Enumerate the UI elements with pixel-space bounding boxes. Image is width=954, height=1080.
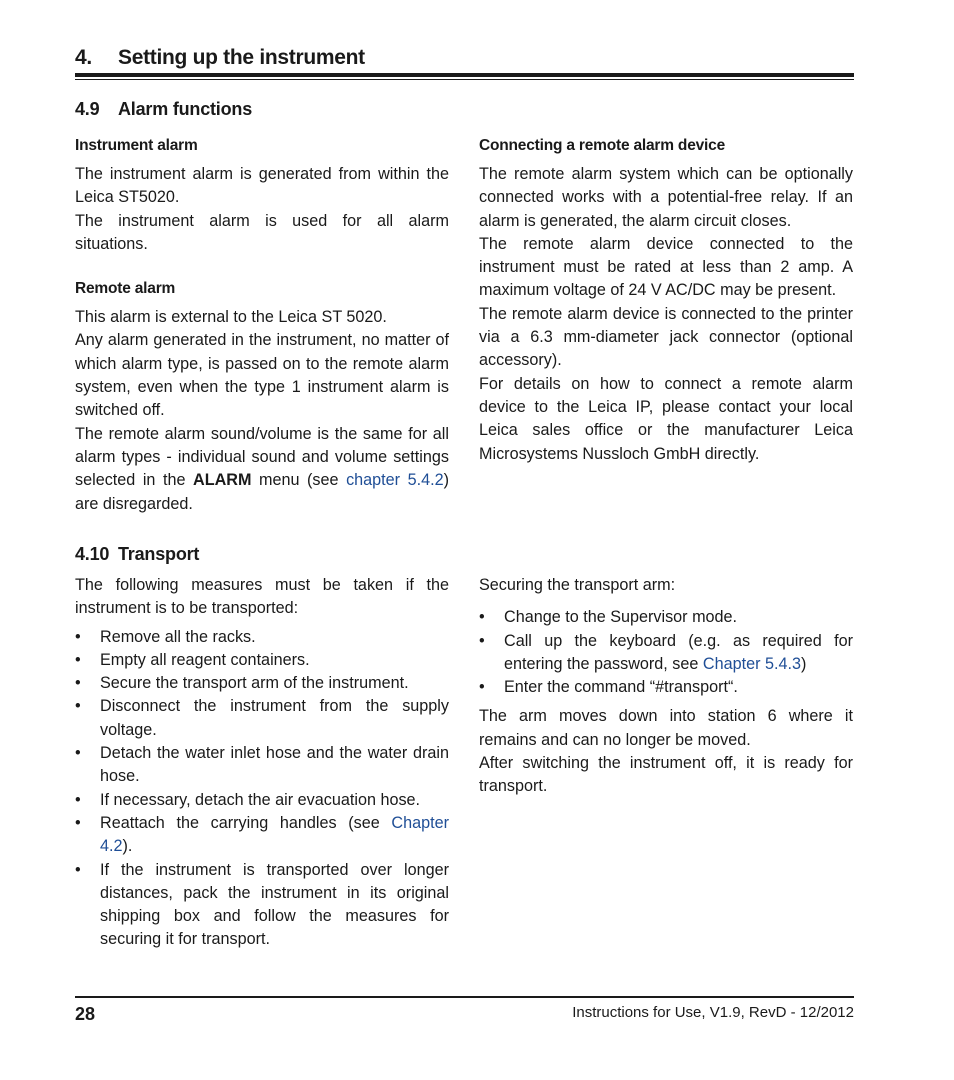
remote-alarm-p3-prefix: The remote alarm sound/volume is the same for all alarm types - individual sound and volume settings selected in the — [75, 424, 449, 490]
document-info: Instructions for Use, V1.9, RevD - 12/2012 — [572, 1004, 854, 1021]
list-item: • If necessary, detach the air evacuation hose. — [75, 789, 449, 812]
section-title-transport: Transport — [118, 544, 200, 564]
connecting-p4: For details on how to connect a remote alarm device to the Leica IP, please contact your local Leica sales office or the manufacturer Leica Microsystems Nussloch GmbH directly. — [479, 374, 853, 463]
list-item: • Disconnect the instrument from the supply voltage. — [75, 695, 449, 742]
chapter-5-4-3-link[interactable]: Chapter 5.4.3 — [702, 654, 801, 673]
remote-alarm-p3-suffix: ) are disregarded. — [75, 471, 450, 513]
instrument-alarm-heading: Instrument alarm — [75, 137, 198, 154]
alarm-right-column — [479, 135, 853, 466]
header-rule-thin — [75, 79, 854, 80]
section-heading-alarm — [75, 99, 252, 120]
transport-right-column — [479, 574, 853, 799]
chapter-4-2-link[interactable]: Chapter 4.2 — [100, 813, 449, 856]
list-item: • Secure the transport arm of the instrument. — [75, 672, 449, 695]
list-item: • Detach the water inlet hose and the water drain hose. — [75, 742, 449, 789]
page-number: 28 — [75, 1004, 96, 1024]
list-item: • Remove all the racks. — [75, 626, 449, 649]
handles-suffix: ). — [122, 837, 133, 856]
connecting-p2: The remote alarm device connected to the instrument must be rated at less than 2 amp. A maximum voltage of 24 V AC/DC may be present. — [479, 234, 853, 300]
remote-alarm-p1: This alarm is external to the Leica ST 5020. — [75, 308, 387, 327]
keyboard-suffix: ) — [800, 654, 807, 673]
securing-p1: The arm moves down into station 6 where it remains and can no longer be moved. — [479, 707, 853, 749]
chapter-number: 4. — [75, 46, 92, 69]
connecting-p3: The remote alarm device is connected to the printer via a 6.3 mm-diameter jack connector (optional accessory). — [479, 304, 853, 370]
list-item: • If the instrument is transported over longer distances, pack the instrument in its original shipping box and follow the measures for securing it for transport. — [75, 859, 449, 952]
list-item: • Enter the command “#transport“. — [479, 676, 853, 699]
transport-intro: The following measures must be taken if the instrument is to be transported: — [75, 576, 449, 618]
securing-intro: Securing the transport arm: — [479, 576, 676, 594]
connecting-heading: Connecting a remote alarm device — [479, 137, 725, 154]
remote-alarm-p3-mid: menu (see — [251, 471, 347, 490]
keyboard-prefix: Call up the keyboard (e.g. as required for entering the password, see — [504, 631, 853, 673]
securing-bullet-list — [479, 606, 853, 699]
alarm-left-column — [75, 135, 449, 516]
instrument-alarm-p2: The instrument alarm is used for all alarm situations. — [75, 211, 449, 253]
list-item: • Empty all reagent containers. — [75, 649, 449, 672]
section-title-alarm: Alarm functions — [118, 99, 253, 119]
section-heading-transport — [75, 544, 199, 565]
chapter-title — [75, 46, 365, 70]
securing-p2: After switching the instrument off, it is ready for transport. — [479, 754, 853, 796]
instrument-alarm-p1: The instrument alarm is generated from within the Leica ST5020. — [75, 165, 449, 207]
alarm-menu-name: ALARM — [193, 471, 252, 490]
list-item-carrying-handles — [75, 812, 449, 859]
transport-bullet-list — [75, 626, 449, 952]
remote-alarm-p2: Any alarm generated in the instrument, no matter of which alarm type, is passed on to the remote alarm system, even when the type 1 instrument alarm is switched off. — [75, 331, 449, 420]
header-rule-thick — [75, 73, 854, 77]
remote-alarm-heading: Remote alarm — [75, 280, 176, 298]
handles-prefix: Reattach the carrying handles (see — [100, 813, 392, 832]
section-number-alarm: 4.9 — [75, 99, 100, 119]
remote-alarm-p3 — [75, 423, 449, 516]
chapter-title-text: Setting up the instrument — [118, 46, 365, 69]
transport-left-column — [75, 574, 449, 952]
section-number-transport: 4.10 — [75, 544, 110, 564]
list-item-keyboard — [479, 630, 853, 677]
connecting-p1: The remote alarm system which can be optionally connected works with a potential-free relay. If an alarm is generated, the alarm circuit closes. — [479, 165, 853, 230]
footer-rule — [75, 996, 854, 998]
list-item: • Change to the Supervisor mode. — [479, 606, 853, 629]
chapter-5-4-2-link[interactable]: chapter 5.4.2 — [346, 471, 444, 490]
